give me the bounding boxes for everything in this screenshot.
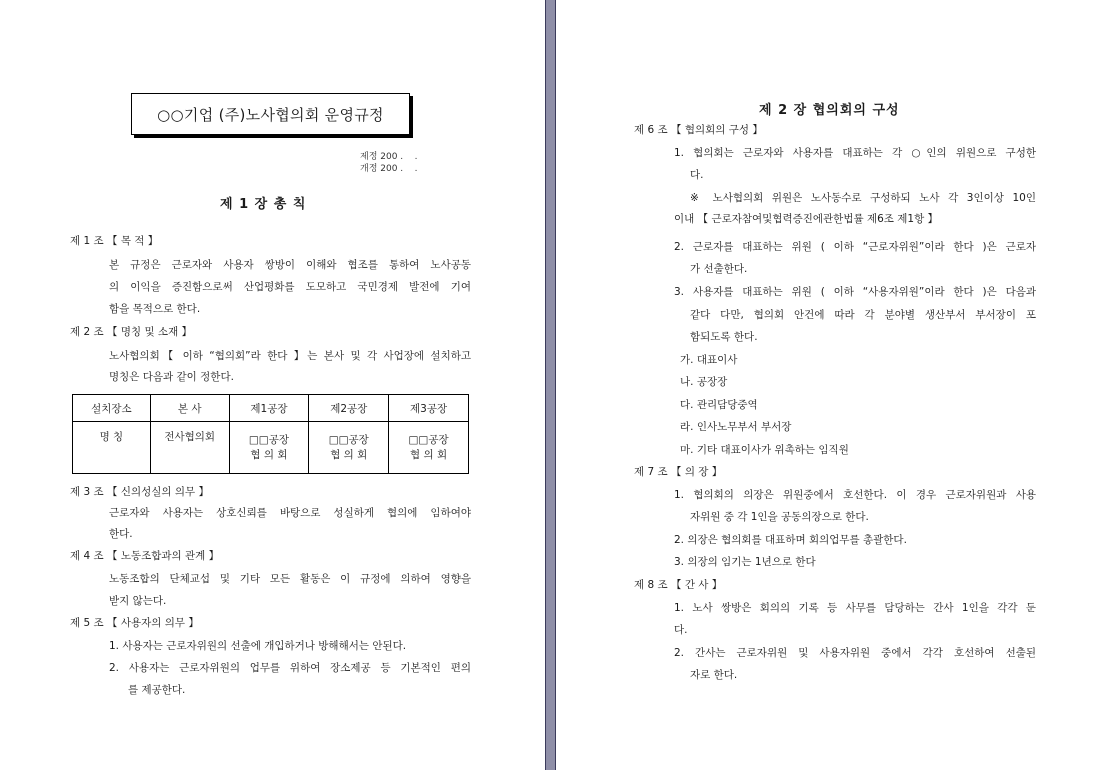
table-header-cell: 제2공장 <box>309 395 389 422</box>
article-5-line: 를 제공한다. <box>128 684 186 696</box>
right-page <box>556 0 1102 770</box>
page-gutter <box>545 0 556 770</box>
article-7-line: 자위원 중 각 1인을 공동의장으로 한다. <box>690 511 869 523</box>
article-8-line: 자로 한다. <box>690 669 738 681</box>
article-1-line: 의 이익을 증진함으로써 산업평화를 도모하고 국민경제 발전에 기여 <box>109 281 471 293</box>
table-header-cell: 본 사 <box>150 395 229 422</box>
article-8-line: 다. <box>674 624 688 636</box>
article-8-heading: 제 8 조 【 간 사 】 <box>634 579 723 591</box>
article-6-line: 2. 근로자를 대표하는 위원 ( 이하 “근로자위원”이라 한다 )은 근로자 <box>674 241 1037 253</box>
chapter-1-title: 제 1 장 총 칙 <box>220 197 307 212</box>
table-header-cell: 제1공장 <box>229 395 309 422</box>
member-item: 가. 대표이사 <box>680 354 738 366</box>
article-3-line: 한다. <box>109 528 133 540</box>
article-4-line: 받지 않는다. <box>109 595 167 607</box>
article-5-line: 1. 사용자는 근로자위원의 선출에 개입하거나 방해해서는 안된다. <box>109 640 407 652</box>
article-1-line: 본 규정은 근로자와 사용자 쌍방이 이해와 협조를 통하여 노사공동 <box>109 259 471 271</box>
member-item: 라. 인사노무부서 부서장 <box>680 421 792 433</box>
member-item: 나. 공장장 <box>680 376 728 388</box>
enacted-date: 제정 200 . . <box>360 152 418 162</box>
plant-council: 협 의 회 <box>410 448 448 461</box>
table-header-cell: 설치장소 <box>73 395 151 422</box>
article-7-line: 1. 협의회의 의장은 위원중에서 호선한다. 이 경우 근로자위원과 사용 <box>674 489 1036 501</box>
article-2-heading: 제 2 조 【 명칭 및 소재 】 <box>70 326 193 338</box>
table-cell-hq: 전사협의회 <box>150 422 229 474</box>
article-1-heading: 제 1 조 【 목 적 】 <box>70 235 159 247</box>
member-item: 다. 관리담당중역 <box>680 399 758 411</box>
document-title: ○○기업 (주)노사협의회 운영규정 <box>131 93 410 135</box>
article-6-note: ※ 노사협의회 위원은 노사동수로 구성하되 노사 각 3인이상 10인 <box>690 192 1036 204</box>
article-6-line: 3. 사용자를 대표하는 위원 ( 이하 “사용자위원”이라 한다 )은 다음과 <box>674 286 1037 298</box>
article-6-line: 가 선출한다. <box>690 263 748 275</box>
table-cell-plant1 <box>229 422 309 474</box>
table-header-row <box>73 395 469 422</box>
sites-table <box>72 394 469 474</box>
article-4-heading: 제 4 조 【 노동조합과의 관계 】 <box>70 550 220 562</box>
plant-council: 협 의 회 <box>330 448 368 461</box>
article-1-line: 함을 목적으로 한다. <box>109 303 201 315</box>
article-7-line: 3. 의장의 임기는 1년으로 한다 <box>674 556 816 568</box>
article-6-line: 1. 협의회는 근로자와 사용자를 대표하는 각 ○인의 위원으로 구성한 <box>674 147 1036 159</box>
article-4-line: 노동조합의 단체교섭 및 기타 모든 활동은 이 규정에 의하여 영향을 <box>109 573 471 585</box>
article-6-note-ref: 이내 【 근로자참여및협력증진에관한법률 제6조 제1항 】 <box>674 213 939 225</box>
table-row <box>73 422 469 474</box>
article-3-line: 근로자와 사용자는 상호신뢰를 바탕으로 성실하게 협의에 임하여야 <box>109 507 471 519</box>
revised-date: 개정 200 . . <box>360 164 418 174</box>
article-6-heading: 제 6 조 【 협의회의 구성 】 <box>634 124 763 136</box>
article-8-line: 2. 간사는 근로자위원 및 사용자위원 중에서 각각 호선하여 선출된 <box>674 647 1036 659</box>
article-6-line: 다. <box>690 169 704 181</box>
article-6-line: 함되도록 한다. <box>690 331 758 343</box>
article-5-line: 2. 사용자는 근로자위원의 업무를 위하여 장소제공 등 기본적인 편의 <box>109 662 471 674</box>
article-2-line: 명칭은 다음과 같이 정한다. <box>109 371 234 383</box>
table-cell-plant3 <box>389 422 469 474</box>
chapter-2-title: 제 2 장 협의회의 구성 <box>759 103 900 118</box>
article-5-heading: 제 5 조 【 사용자의 의무 】 <box>70 617 199 629</box>
table-cell-plant2 <box>309 422 389 474</box>
plant-name: □□공장 <box>328 433 369 446</box>
plant-name: □□공장 <box>248 433 290 446</box>
article-2-line: 노사협의회【 이하 “협의회”라 한다 】는 본사 및 각 사업장에 설치하고 <box>109 350 471 362</box>
table-header-cell: 제3공장 <box>389 395 469 422</box>
left-page <box>0 0 545 770</box>
plant-name: □□공장 <box>408 433 449 446</box>
article-3-heading: 제 3 조 【 신의성실의 의무 】 <box>70 486 209 498</box>
member-item: 마. 기타 대표이사가 위촉하는 임직원 <box>680 444 849 456</box>
table-cell-label: 명 칭 <box>73 422 151 474</box>
article-8-line: 1. 노사 쌍방은 회의의 기록 등 사무를 담당하는 간사 1인을 각각 둔 <box>674 602 1036 614</box>
plant-council: 협 의 회 <box>250 448 288 461</box>
article-7-line: 2. 의장은 협의회를 대표하며 회의업무를 총괄한다. <box>674 534 907 546</box>
date-block <box>360 151 417 175</box>
article-6-line: 같다 다만, 협의회 안건에 따라 각 분야별 생산부서 부서장이 포 <box>690 309 1036 321</box>
article-7-heading: 제 7 조 【 의 장 】 <box>634 466 723 478</box>
